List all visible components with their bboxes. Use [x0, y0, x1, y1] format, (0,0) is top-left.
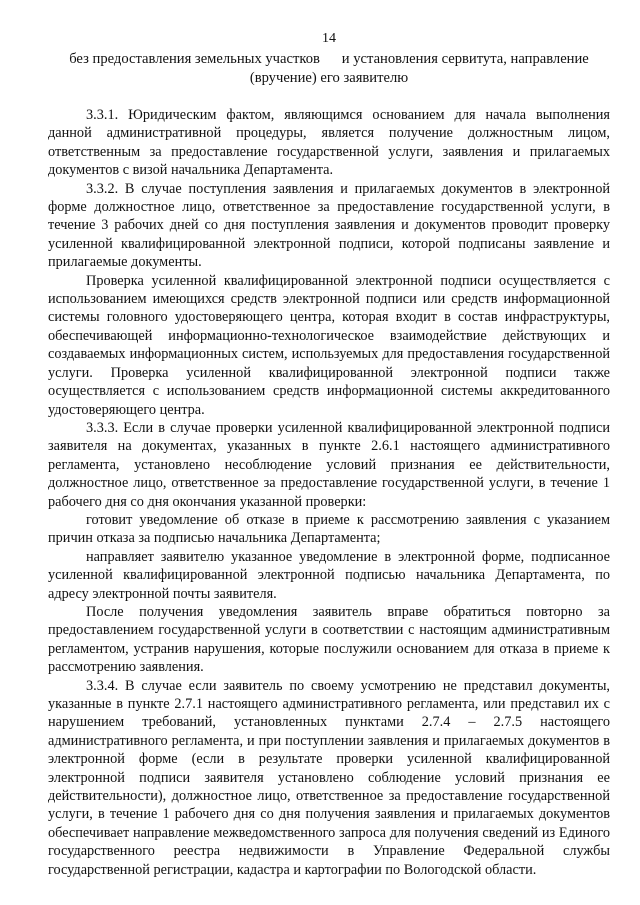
paragraph-signature-check: Проверка усиленной квалифицированной электронной подписи осуществляется с использованием имеющихся средств электронной подписи или средств информационной системы головного удостоверяющего центра, которая входит в состав инфраструктуры, обеспечивающей информационно-технологическое взаимодействие действующих и создаваемых информационных систем, используемых для предоставления государственной услуги. Проверка усиленной квалифицированной электронной подписи также осуществляется с использованием средств информационной системы аккредитованного удостоверяющего центра. — [48, 272, 610, 418]
heading-line-1: без предоставления земельных участков и установления сервитута, направление — [69, 51, 589, 67]
paragraph-3-3-2: 3.3.2. В случае поступления заявления и прилагаемых документов в электронной форме должностное лицо, ответственное за предоставление государственной услуги, в течение 3 рабочих дней со дня поступления заявления и документов проводит проверку усиленной квалифицированной электронной подписи, которой подписаны заявление и прилагаемые документы. — [48, 180, 610, 271]
paragraph-3-3-4: 3.3.4. В случае если заявитель по своему усмотрению не представил документы, указанные в пункте 2.7.1 настоящего административного регламента, или представил их с нарушением требований, установленных пунктами 2.7.4 – 2.7.5 настоящего административного регламента, и при поступлении заявления и прилагаемых документов в электронной форме (если в результате проверки усиленной квалифицированной электронной подписи заявителя установлено соблюдение условий признания ее действительности), должностное лицо, ответственное за предоставление государственной услуги, в течение 1 рабочего дня со дня получения заявления и прилагаемых документов обеспечивает направление межведомственного запроса для получения сведений из Единого государственного реестра недвижимости в Управление Федеральной службы государственной регистрации, кадастра и картографии по Вологодской области. — [48, 677, 610, 878]
paragraph-3-3-3: 3.3.3. Если в случае проверки усиленной квалифицированной электронной подписи заявителя на документах, указанных в пункте 2.6.1 настоящего административного регламента, установлено несоблюдение условий признания ее действительности, должностное лицо, ответственное за предоставление государственной услуги, в течение 1 рабочего дня со дня окончания указанной проверки: — [48, 419, 610, 510]
paragraph-sends-notice: направляет заявителю указанное уведомление в электронной форме, подписанное усиленной квалифицированной электронной подписью начальника Департамента, по адресу электронной почты заявителя. — [48, 548, 610, 602]
paragraph-repeat-request: После получения уведомления заявитель вправе обратиться повторно за предоставлением государственной услуги в соответствии с настоящим административным регламентом, устранив нарушения, которые послужили основанием для отказа в приеме к рассмотрению заявления. — [48, 603, 610, 676]
document-body — [48, 106, 610, 879]
section-heading — [48, 50, 610, 88]
paragraph-3-3-1: 3.3.1. Юридическим фактом, являющимся основанием для начала выполнения данной административной процедуры, является получение должностным лицом, ответственным за предоставление государственной услуги, заявления и прилагаемых документов с визой начальника Департамента. — [48, 107, 610, 179]
page-number: 14 — [322, 31, 336, 46]
paragraph-prepares-notice: готовит уведомление об отказе в приеме к рассмотрению заявления с указанием причин отказа за подписью начальника Департамента; — [48, 511, 610, 547]
heading-line-2: (вручение) его заявителю — [249, 70, 409, 86]
